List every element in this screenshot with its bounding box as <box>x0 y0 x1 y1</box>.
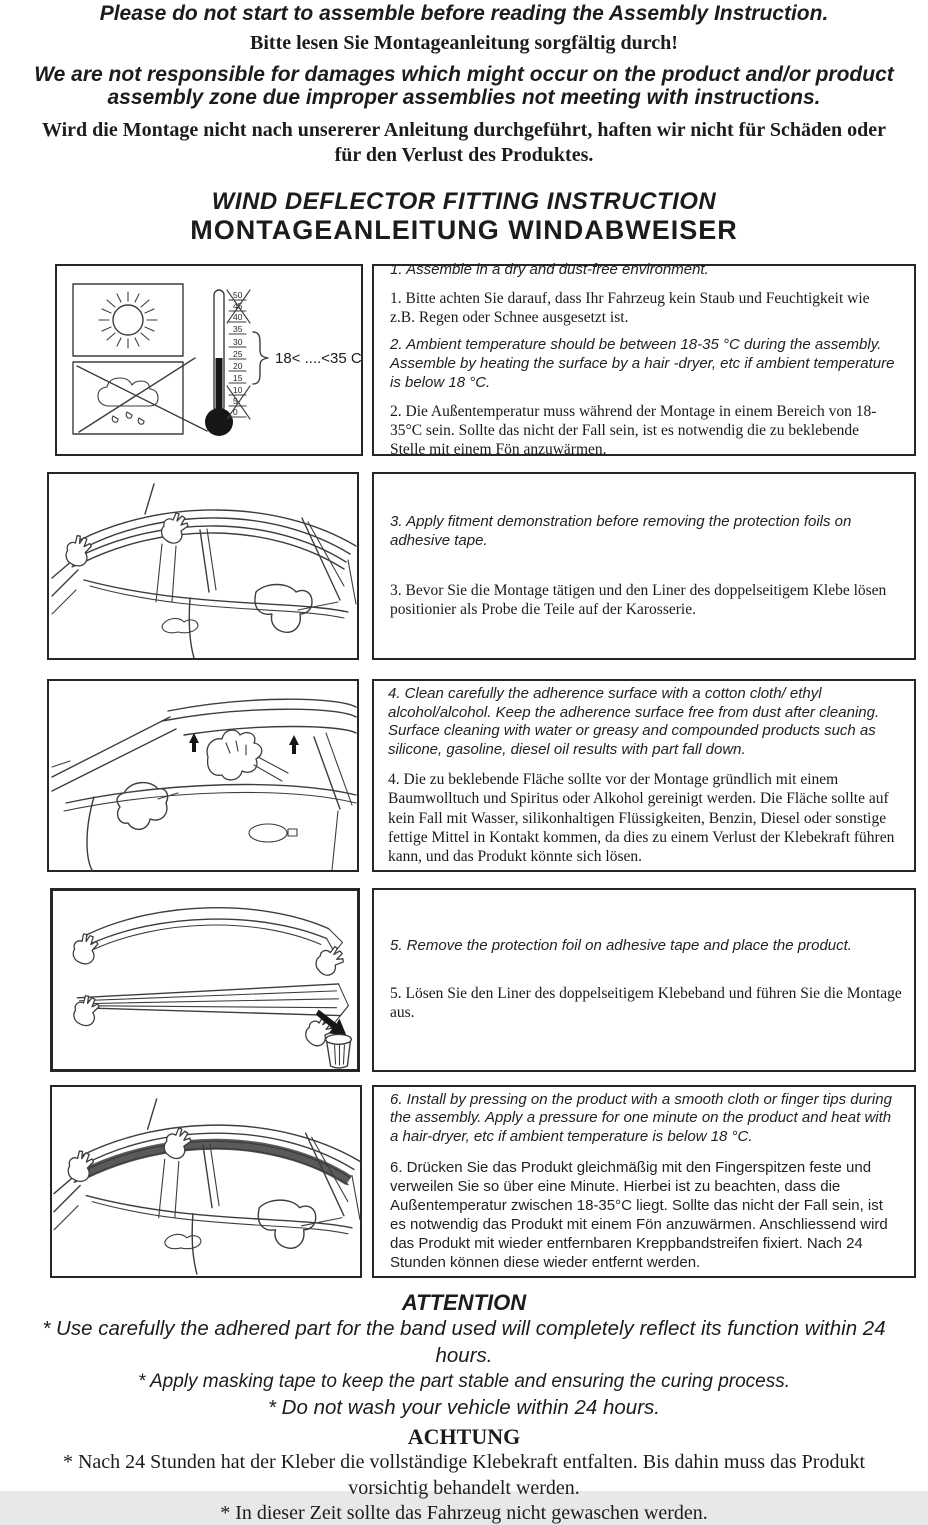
car-side-view <box>54 1099 360 1274</box>
svg-text:35: 35 <box>233 324 243 334</box>
thermometer-scale <box>229 290 246 417</box>
svg-text:15: 15 <box>233 373 243 383</box>
step-text-de: 1. Bitte achten Sie darauf, dass Ihr Fahrzeug kein Staub und Feuchtigkeit wie z.B. Regen oder Schnee ausgesetzt ist. <box>390 289 870 326</box>
step-2-text-box <box>372 472 916 660</box>
svg-text:45: 45 <box>233 301 243 311</box>
trash-bin-icon <box>326 1034 352 1068</box>
step-1-text-box <box>372 260 916 459</box>
step-text-de: 2. Die Außentemperatur muss während der Montage in einem Bereich von 18-35°C sein. Sollte das nicht der Fall sein, ist es notwendig die zu beklebende Stelle mit einem Fön anzuwärmen. <box>390 402 877 459</box>
deflector-strip-curved <box>83 908 342 962</box>
attention-item: * Do not wash your vehicle within 24 hours. <box>268 1396 660 1419</box>
step-4-text-box <box>372 888 916 1072</box>
notice-german: Bitte lesen Sie Montageanleitung sorgfältig durch! <box>250 32 678 54</box>
svg-text:10: 10 <box>233 385 243 395</box>
svg-text:50: 50 <box>233 290 243 300</box>
no-rain-icon <box>73 358 207 434</box>
hand-icon <box>70 932 102 967</box>
disclaimer-german: Wird die Montage nicht nach unsererer Anleitung durchgeführt, haften wir nicht für Schäden oder für den Verlust des Produktes. <box>41 119 887 166</box>
installed-deflector-illustration <box>52 1087 360 1276</box>
thermometer-icon <box>205 290 362 436</box>
temperature-range-label: 18< ....<35 C <box>275 350 362 367</box>
achtung-item: * Nach 24 Stunden hat der Kleber die vollständige Klebekraft entfalten. Bis dahin muss das Produkt vorsichtig behandelt werden. <box>62 1451 866 1499</box>
step-3-text-box <box>372 679 916 872</box>
svg-text:25: 25 <box>233 349 243 359</box>
svg-text:30: 30 <box>233 337 243 347</box>
attention-item: * Apply masking tape to keep the part stable and ensuring the curing process. <box>137 1371 791 1392</box>
step-5-text-box <box>372 1085 916 1278</box>
hand-with-cloth <box>207 730 288 781</box>
car-fitment-illustration <box>49 474 357 658</box>
hand-icon <box>156 513 188 602</box>
hand-icon <box>159 1128 191 1218</box>
step-text-en: 6. Install by pressing on the product with a smooth cloth or finger tips during the assembly. Apply a pressure for one minute on the product and heat with a hair-dryer, etc if ambient temperature is below 18 °C. <box>390 1090 892 1146</box>
step-3-illustration-box <box>47 679 359 872</box>
foil-removal-illustration <box>53 891 357 1069</box>
step-text-de: 3. Bevor Sie die Montage tätigen und den Liner des doppelseitigem Klebe lösen positionier als Probe die Teile auf der Karosserie. <box>390 581 887 618</box>
side-mirror <box>117 783 168 830</box>
car-front-section <box>52 699 356 870</box>
step-text-en: 3. Apply fitment demonstration before removing the protection foils on adhesive tape. <box>390 512 852 549</box>
svg-text:5: 5 <box>233 396 238 406</box>
sun-icon <box>73 284 183 356</box>
hand-icon <box>71 994 101 1027</box>
door-handle <box>162 619 198 633</box>
step-text-en: 1. Assemble in a dry and dust-free environment. <box>390 260 709 278</box>
car-side-view <box>52 484 356 658</box>
step-text-en: 2. Ambient temperature should be between 18-35 °C during the assembly. Assemble by heating the surface by a hair -dryer, etc if ambient temperature is below 18 °C. <box>390 336 895 391</box>
achtung-title: ACHTUNG <box>407 1424 521 1449</box>
page-title-english: WIND DEFLECTOR FITTING INSTRUCTION <box>211 188 717 215</box>
step-text-de: 5. Lösen Sie den Liner des doppelseitigem Klebeband und führen Sie die Montage aus. <box>390 985 902 1022</box>
achtung-item: * In dieser Zeit sollte das Fahrzeug nicht gewaschen werden. <box>220 1502 708 1524</box>
step-text-de: 6. Drücken Sie das Produkt gleichmäßig mit den Fingerspitzen feste und verweilen Sie so über eine Minute. Hierbei ist zu beachten, dass die Außentemperatur zwischen 18-35°C liegt. Sollte das nicht der Fall sein, ist es notwendig das Produkt mit einem Fön anzuwärmen. Anschliessend wird das Produkt mit wieder entfernbaren Kreppbandstreifen fixiert. Nach 24 Stunden können diese wieder entfernt werden. <box>390 1159 888 1271</box>
range-brace <box>253 332 268 384</box>
step-text-de: 4. Die zu beklebende Fläche sollte vor der Montage gründlich mit einem Baumwolltuch und Spiritus oder Alkohol gereinigt werden. Die Fläche sollte auf kein Fall mit Wasser, silikonhaltigen Flüssigkeiten, Benzin, Diesel oder sonstige fettige Mittel in Kontakt kommen, da dies zu einem Verlust der Klebekraft führen kann, und das Produkt könnte sich lösen. <box>388 771 895 866</box>
step-text-en: 4. Clean carefully the adherence surface with a cotton cloth/ ethyl alcohol/alcohol. Keep the adherence surface free from dust after cleaning. Surface cleaning with water or greasy and compounded products such as silicone, gasoline, diesel oil results with part fall down. <box>388 684 880 759</box>
step-1-illustration-box <box>55 264 363 456</box>
svg-text:20: 20 <box>233 361 243 371</box>
step-5-illustration-box <box>50 1085 362 1278</box>
hand-icon <box>314 943 347 978</box>
attention-title: ATTENTION <box>401 1290 527 1315</box>
cleaning-illustration <box>49 681 357 870</box>
door-handle <box>165 1234 201 1248</box>
svg-text:40: 40 <box>233 312 243 322</box>
step-4-illustration-box <box>50 888 360 1072</box>
page-title-german: MONTAGEANLEITUNG WINDABWEISER <box>190 215 738 245</box>
svg-text:0: 0 <box>233 407 238 417</box>
hand-icon <box>63 534 94 568</box>
disclaimer-english: We are not responsible for damages which might occur on the product and/or product assembly zone due improper assemblies not meeting with instructions. <box>34 63 894 109</box>
door-handle <box>249 824 297 842</box>
attention-item: * Use carefully the adhered part for the band used will completely reflect its function within 24 hours. <box>42 1317 886 1367</box>
notice-english: Please do not start to assemble before reading the Assembly Instruction. <box>99 2 829 25</box>
temperature-conditions-illustration <box>57 266 361 454</box>
step-2-illustration-box <box>47 472 359 660</box>
step-text-en: 5. Remove the protection foil on adhesive tape and place the product. <box>390 937 852 955</box>
